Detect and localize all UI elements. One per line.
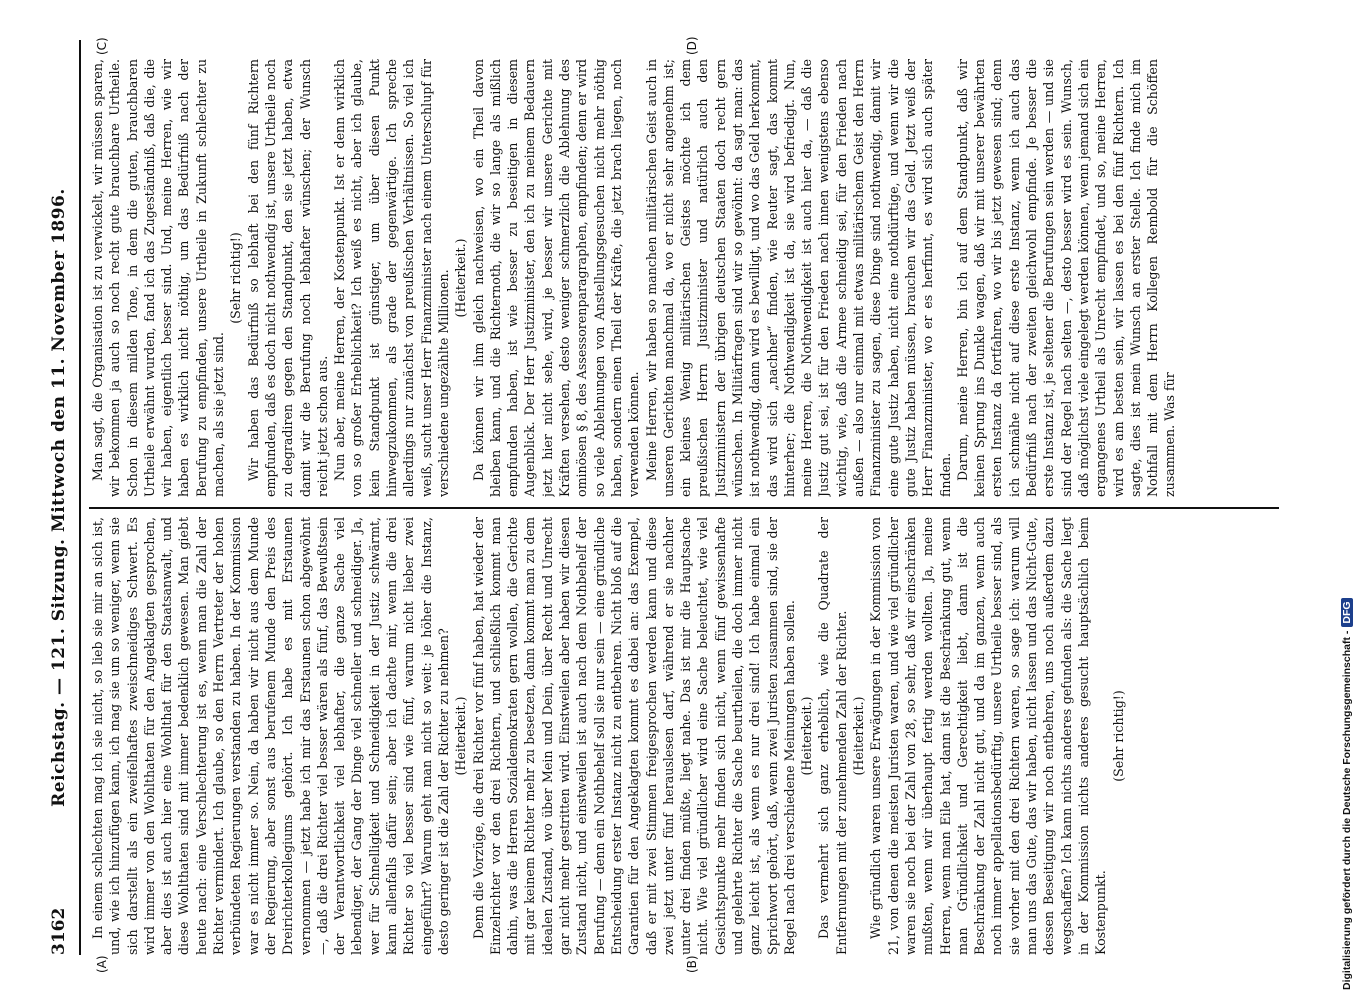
interjection: (Heiterkeit.) [799,696,815,776]
running-head [45,40,73,955]
digitization-credit [1341,10,1353,990]
paragraph: Man sagt, die Organisation ist zu verwickelt, wir müssen sparen, wir bekommen ja auch so noch recht gute brauchbare Urtheile. Schon in diesem milden Tone, in dem die guten, brauchbaren Urtheile erwähnt wurden, fand ich das Zugeständniß, daß die, die wir haben, eigentlich besser sind. Und, meine Herren, wie wir haben es wirklich nicht nöthig, um das Bedürfniß nach der Berufung zu empfinden, unsere Urtheile in Zukunft schlechter zu machen, als sie jetzt sind. [90,59,227,497]
header-rule [79,40,81,955]
margin-marker-c: (C) [95,37,109,55]
interjection: (Heiterkeit.) [453,238,469,318]
left-column [89,517,1289,955]
page-number: 3162 [49,907,69,955]
paragraph: Das vermehrt sich ganz erheblich, wie die Quadrate der Entfernungen mit der zunehmenden Zahl der Richter. [816,517,849,955]
margin-marker-a: (A) [95,955,109,973]
dfg-logo: DFG [1341,598,1353,626]
interjection: (Heiterkeit.) [453,696,469,776]
right-column [89,59,1289,497]
interjection: (Sehr richtig!) [1110,690,1126,782]
interjection: (Sehr richtig!) [228,232,244,324]
margin-marker-d: (D) [685,36,699,55]
credit-text: Digitalisierung gefördert durch die Deutsche Forschungsgemeinschaft - [1341,630,1353,990]
paragraph: Wie gründlich waren unsere Erwägungen in der Kommission von 21, von denen die meisten Juristen waren, und wie viel gründlicher waren sie noch bei der Zahl von 28, so sehr, daß wir einschränken mußten, wenn wir überhaupt fertig werden wollten. Ja, meine Herren, wenn man Eile hat, dann ist die Beschränkung gut, wenn man Gründlichkeit und Gerechtigkeit liebt, dann ist die Beschränkung der Zahl nicht gut, und da im ganzen, wenn auch noch immer appellationsbedürftig, unsere Urtheile besser sind, als sie vorher mit den drei Richtern waren, so sage ich: warum will man uns das Gute, das wir haben, nicht lassen und das Nicht-Gute, dessen Beseitigung wir noch entbehren, uns noch außerdem dazu wegschaffen? Ich kann nichts anderes gefunden als: die Sache liegt in der Kommission nichts anderes gesucht hauptsächlich beim Kostenpunkt. [868,517,1109,955]
rotated-page [45,20,1307,975]
column-rule [89,507,1279,509]
paragraph: Denn die Vorzüge, die drei Richter vor fünf haben, hat wieder der Einzelrichter vor den drei Richtern, und schließlich kommt man dahin, was die Herren Sozialdemokraten gern wollen, die Gerichte mit gar keinem Richter mehr zu besetzen, dann kommt man zu dem idealen Zustand, wo über Mein und Dein, über Recht und Unrecht gar nicht mehr gestritten wird. Einstweilen aber haben wir diesen Zustand nicht, und einstweilen ist auch nach dem Nothbehelf der Berufung — denn ein Nothbehelf soll sie nur sein — eine gründliche Entscheidung erster Instanz nicht zu entbehren. Nicht bloß auf die Garantien für den Angeklagten kommt es dabei an: das Exempel, daß er mit zwei Stimmen freigesprochen werden kann und diese zwei jetzt unter fünf herauslesen darf, während er sie nachher unter drei finden müßte, liegt nahe. Das ist mir die Hauptsache nicht. Wie viel gründlicher wird eine Sache beleuchtet, wie viel Gesichtspunkte mehr finden sich nicht, wenn fünf gewissenhafte und gelehrte Richter die Sache beurtheilen, die doch immer nicht ganz leicht ist, als wenn es nur drei sind! Ich habe einmal ein Sprichwort gehört, daß, wenn zwei Juristen zusammen sind, sie der Regel nach drei verschiedene Meinungen haben sollen. [470,517,797,955]
margin-marker-b: (B) [685,955,699,973]
paragraph: Nun aber, meine Herren, der Kostenpunkt. Ist er denn wirklich von so großer Erheblichkeit? Ich weiß es nicht, aber ich glaube, kein Standpunkt ist günstiger, um über diesen Punkt hinwegzukommen, als grade der gegenwärtige. Ich spreche allerdings nur zunächst von preußischen Verhältnissen. So viel ich weiß, sucht unser Herr Finanzminister nach einem Unterschlupf für verschiedene ungezählte Millionen. [332,59,451,497]
paragraph: Darum, meine Herren, bin ich auf dem Standpunkt, daß wir keinen Sprung ins Dunkle wagen, daß wir mit unserer bewährten ersten Instanz da fortfahren, wo wir bis jetzt gewesen sind; denn ich schmähe nicht auf diese erste Instanz, wenn ich auch das Bedürfniß nach der zweiten gleichwohl empfinde. Je besser die erste Instanz ist, je seltener die Berufungen sein werden — und sie sind der Regel nach selten —, desto besser wird es sein. Wunsch, daß möglichst viele eingelegt werden können, wenn jemand sich ein ergangenes Urtheil als Unrecht empfindet, und so, meine Herren, wird es am besten sein, wir lassen es bei den fünf Richtern. Ich sagte, dies ist mein Wunsch an erster Stelle. Ich finde mich im Nothfall mit dem Herrn Kollegen Rembold für die Schöffen zusammen. Was für [954,59,1178,497]
paragraph: In einem schlechten mag ich sie nicht, so lieb sie mir an sich ist, und, wie ich hinzufügen kann, ich mag sie um so weniger, wenn sie sich darstellt als ein zweifelhaftes zweischneidiges Schwert. Es wird immer von den Wohlthaten für den Angeklagten gesprochen, aber dies ist auch hier eine Wohlthat für den Staatsanwalt, und diese Wohlthaten sind mit immer bedenklich gewesen. Man giebt heute nach: eine Verschlechterung ist es, wenn man die Zahl der Richter vermindert. Ich glaube, so den Herrn Vertreter der hohen verbündeten Regierungen verstanden zu haben. In der Kommission war es nicht immer so. Nein, da haben wir nicht aus dem Munde der Regierung, aber sonst aus berufenem Munde den Preis des Dreirichterkollegiums gehört. Ich habe es mit Erstaunen vernommen — jetzt habe ich mir das Erstaunen schon abgewöhnt —, daß die drei Richter viel besser wären als fünf, das Bewußtsein der Verantwortlichkeit viel lebhafter, die ganze Sache viel lebendiger, der Gang der Dinge viel schneller und schneidiger. Ja, wer für Schnelligkeit und Schneidigkeit in der Justiz schwärmt, kann allenfalls dafür sein; aber ich dachte mir, wenn die drei Richter so viel besser sind wie fünf, warum nicht lieber zwei eingeführt? Warum geht man nicht so weit: je höher die Instanz, desto geringer ist die Zahl der Richter zu nehmen? [90,517,451,955]
session-line: Reichstag. — 121. Sitzung. Mittwoch den 11. November 1896. [49,188,69,807]
paragraph: Meine Herren, wir haben so manchen militärischen Geist auch in unseren Gerichten manchmal da, wo er nicht sehr angenehm ist; ein kleines Wenig militärischen Geistes möchte ich dem preußischen Herrn Justizminister und natürlich auch den Justizministern der übrigen deutschen Staaten doch recht gern wünschen. In Militärfragen sind wir so gewöhnt: da sagt man: das ist nothwendig, dann wird es bewilligt, und wo das Geld herkommt, das wird sich „nachher“ finden, wie Reuter sagt, das kommt hinterher; die Nothwendigkeit ist da, sie wird befriedigt. Nun, meine Herren, die Nothwendigkeit ist auch hier da, — daß die Justiz gut sei, ist für den Frieden nach innen wenigstens ebenso wichtig, wie, daß die Armee schneidig sei, für den Frieden nach außen — also nur einmal mit etwas militärischem Geist den Herrn Finanzminister zu sagen, diese Dinge sind nothwendig, damit wir eine gute Justiz haben, nicht eine nothdürftige, und wenn wir die gute Justiz haben müssen, brauchen wir das Geld. Jetzt weiß der Herr Finanzminister, wo er es herfinnt, es wird sich auch später finden. [643,59,953,497]
interjection: (Heiterkeit.) [851,696,867,776]
paragraph: Da können wir ihm gleich nachweisen, wo ein Theil davon bleiben kann, und die Richternoth, die wir so lange als mißlich empfunden haben, ist wie besser zu beseitigen in diesem Augenblick. Der Herr Justizminister, den ich zu meinem Bedauern jetzt hier nicht sehe, wird, je besser wir unsere Gerichte mit Kräften versehen, desto weniger schmerzlich die Ablehnung des ominösen § 8, des Assessorenparagraphen, empfinden; denn er wird so viele Ablehnungen von Anstellungsgesuchen nicht mehr nöthig haben, sondern einen Theil der Kräfte, die jetzt brach liegen, noch verwenden können. [470,59,642,497]
paragraph: Wir haben das Bedürfniß so lebhaft bei den fünf Richtern empfunden, daß es doch nicht nothwendig ist, unsere Urtheile noch zu degradiren gegen den Standpunkt, den sie jetzt haben, etwa damit wir die Berufung noch lebhafter wünschen; der Wunsch reicht jetzt schon aus. [245,59,330,497]
